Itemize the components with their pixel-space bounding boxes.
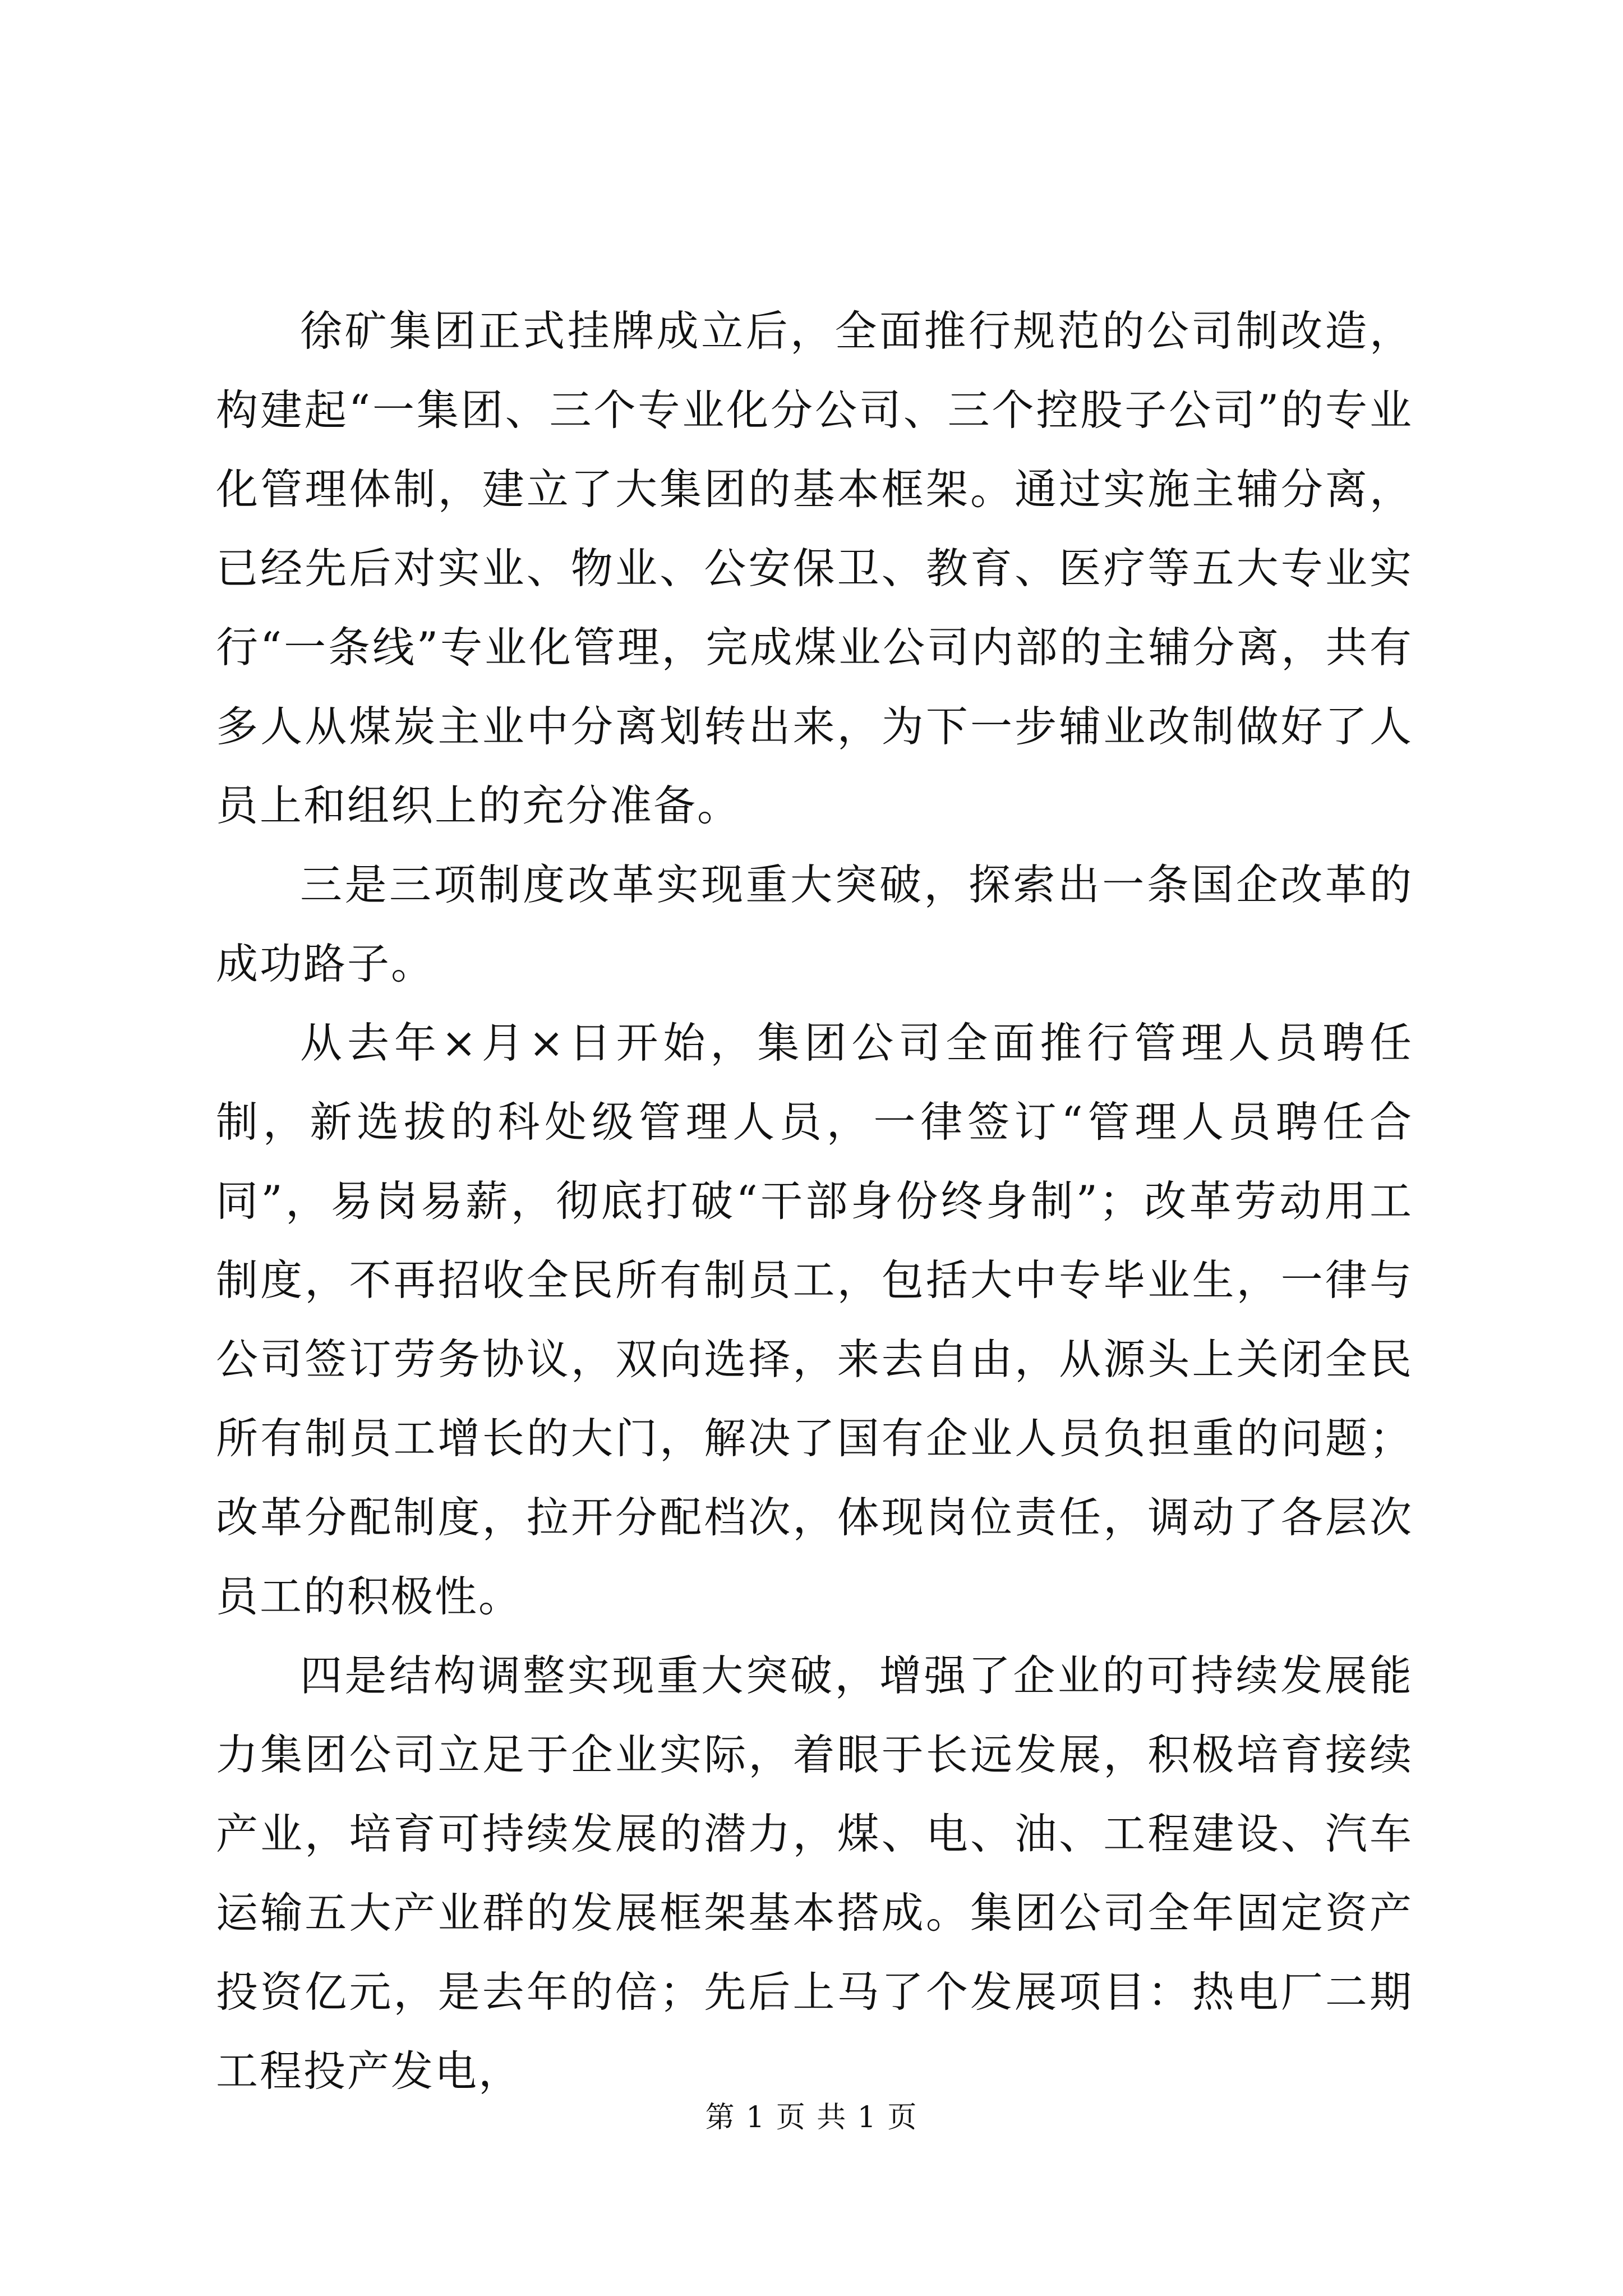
paragraph-2: 三是三项制度改革实现重大突破，探索出一条国企改革的成功路子。 bbox=[216, 860, 1413, 988]
paragraph-3: 从去年×月×日开始，集团公司全面推行管理人员聘任制，新选拔的科处级管理人员，一律签订“管理人员聘任合同”，易岗易薪，彻底打破“干部身份终身制”；改革劳动用工制度，不再招收全民所有制员工，包括大中专毕业生，一律与公司签订劳务协议，双向选择，来去自由，从源头上关闭全民所有制员工增长的大门，解决了国有企业人员负担重的问题；改革分配制度，拉开分配档次，体现岗位责任，调动了各层次员工的积极性。 bbox=[216, 1018, 1413, 1621]
page-footer: 第 1 页 共 1 页 bbox=[705, 2101, 918, 2134]
paragraph-1: 徐矿集团正式挂牌成立后，全面推行规范的公司制改造，构建起“一集团、三个专业化分公司、三个控股子公司”的专业化管理体制，建立了大集团的基本框架。通过实施主辅分离，已经先后对实业、物业、公安保卫、教育、医疗等五大专业实行“一条线”专业化管理，完成煤业公司内部的主辅分离，共有多人从煤炭主业中分离划转出来，为下一步辅业改制做好了人员上和组织上的充分准备。 bbox=[216, 306, 1413, 830]
paragraph-4: 四是结构调整实现重大突破，增强了企业的可持续发展能力集团公司立足于企业实际，着眼于长远发展，积极培育接续产业，培育可持续发展的潜力，煤、电、油、工程建设、汽车运输五大产业群的发展框架基本搭成。集团公司全年固定资产投资亿元，是去年的倍；先后上马了个发展项目：热电厂二期工程投产发电， bbox=[216, 1651, 1413, 2096]
document-body bbox=[216, 292, 1413, 2111]
